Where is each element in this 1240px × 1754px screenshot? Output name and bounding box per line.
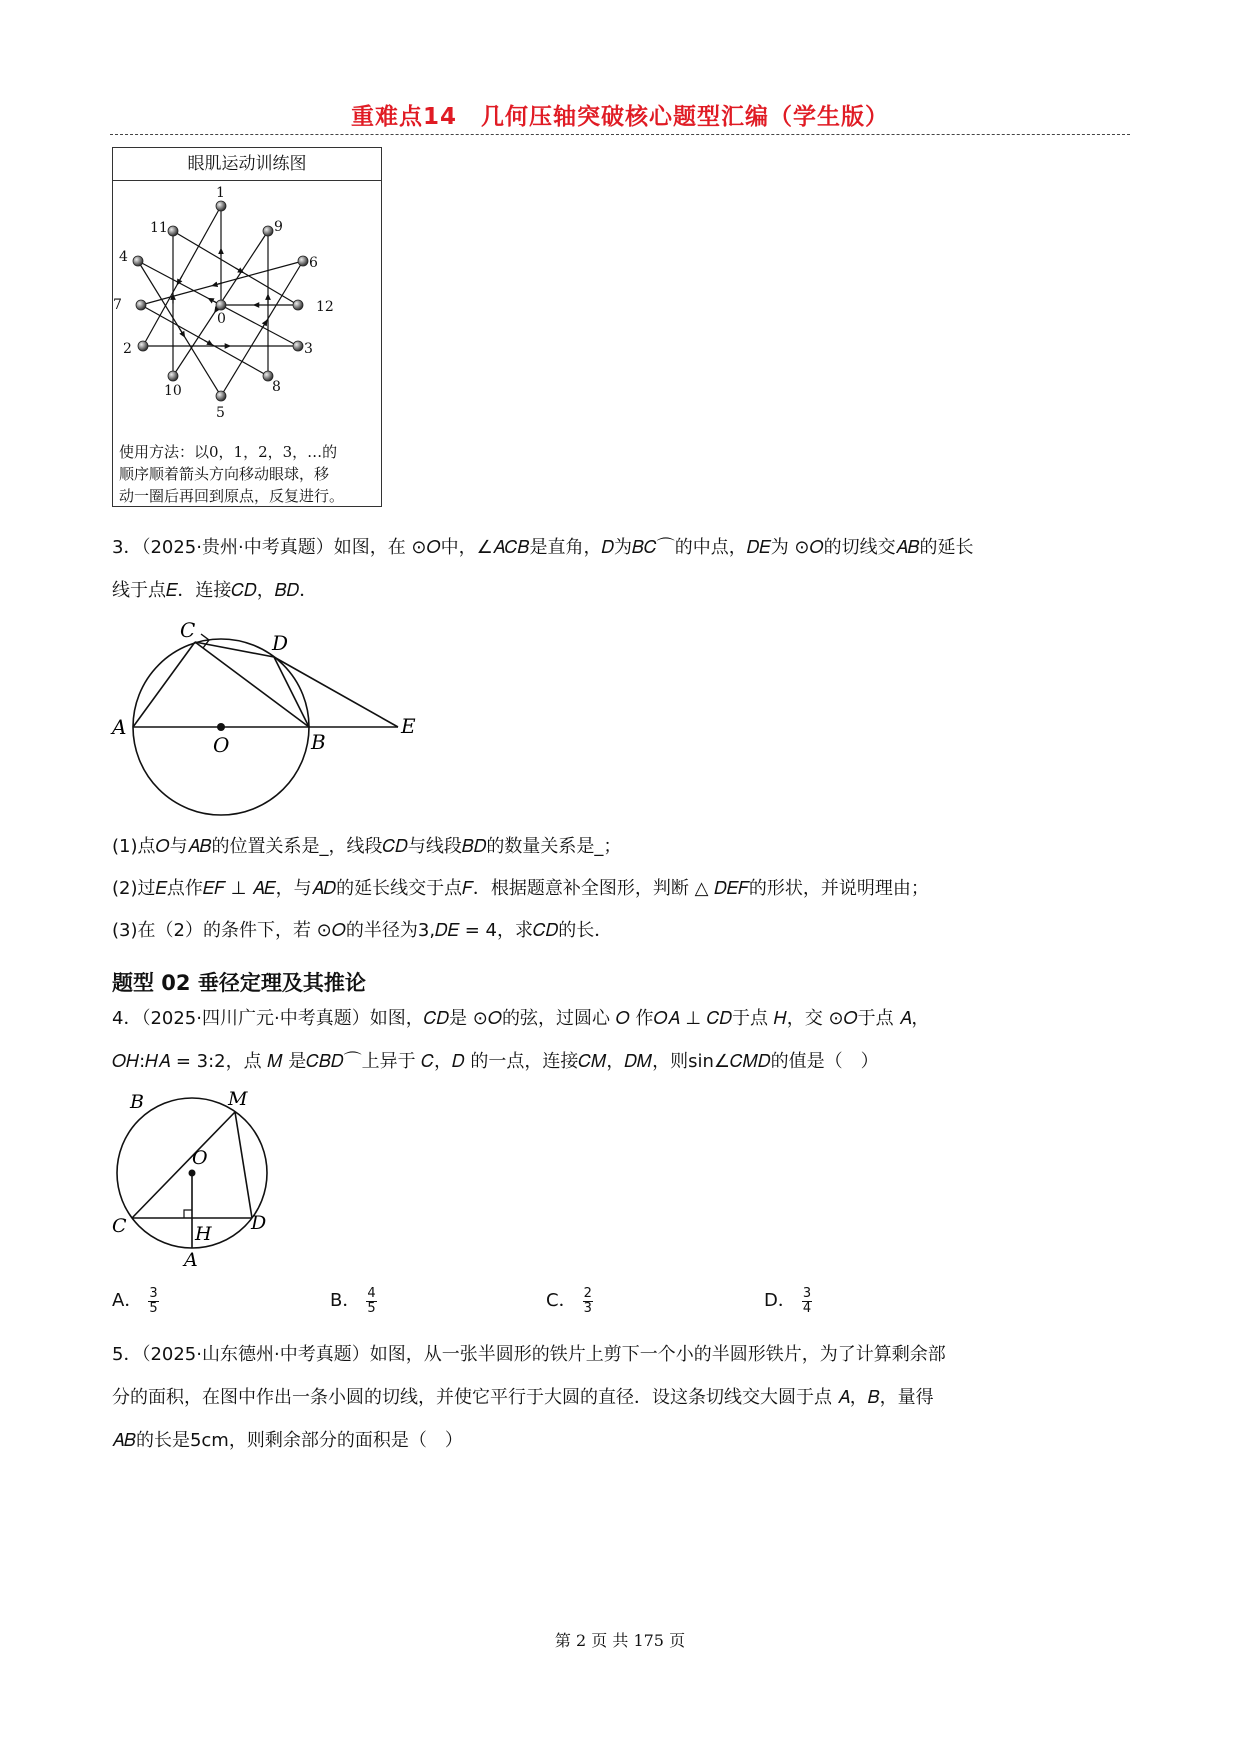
eye-point-label: 12 xyxy=(316,299,334,315)
eye-ball-point xyxy=(133,256,143,266)
page-title: 重难点14 几何压轴突破核心题型汇编（学生版） xyxy=(350,104,889,130)
q4-stem-line2: 𝑂𝐻:𝐻𝐴 = 3:2，点 𝑀 是𝐶𝐵𝐷⌒上异于 𝐶，𝐷 的一点，连接𝐶𝑀，𝐷𝑀，则sin∠𝐶𝑀𝐷的值是（ ） xyxy=(112,1051,879,1072)
fraction-numerator: 2 xyxy=(583,1285,592,1301)
eye-path-arrow xyxy=(180,329,184,336)
eye-training-diagram xyxy=(113,181,381,441)
option-letter: A． xyxy=(112,1290,143,1311)
fraction-numerator: 4 xyxy=(367,1285,376,1301)
option-letter: B． xyxy=(330,1290,361,1311)
option-fraction xyxy=(583,1287,593,1316)
eye-ball-point xyxy=(293,341,303,351)
eye-path-arrow xyxy=(205,341,211,345)
fraction-numerator: 3 xyxy=(149,1285,158,1301)
eye-ball-point xyxy=(216,201,226,211)
option-letter: C． xyxy=(546,1290,577,1311)
eye-ball-point xyxy=(216,391,226,401)
eye-point-label: 8 xyxy=(272,379,281,395)
q4-figure xyxy=(108,1085,288,1270)
eye-ball-point xyxy=(216,300,226,310)
q3-label-o: O xyxy=(213,733,230,757)
eye-path-arrow xyxy=(236,268,242,272)
section-heading: 题型 02 垂径定理及其推论 xyxy=(112,971,366,995)
eye-point-label: 6 xyxy=(309,255,318,271)
eye-point-label: 4 xyxy=(119,249,128,265)
eye-ball-point xyxy=(263,226,273,236)
option-fraction xyxy=(148,1287,158,1316)
eye-point-label: 0 xyxy=(217,311,226,327)
fraction-numerator: 3 xyxy=(802,1285,812,1301)
q4-label-o: O xyxy=(192,1147,208,1169)
q5-stem-line2: 分的面积，在图中作出一条小圆的切线，并使它平行于大圆的直径．设这条切线交大圆于点 𝐴，𝐵，量得 xyxy=(112,1387,934,1408)
q4-label-h: H xyxy=(195,1223,212,1245)
q4-option-d[interactable] xyxy=(764,1286,812,1316)
eye-ball-point xyxy=(298,256,308,266)
usage-line: 动一圈后再回到原点，反复进行。 xyxy=(119,487,345,505)
eye-training-figure xyxy=(112,147,382,507)
q3-stem-line2: 线于点𝐸．连接𝐶𝐷，𝐵𝐷． xyxy=(112,580,318,601)
usage-line: 顺序顺着箭头方向移动眼球，移 xyxy=(119,465,330,483)
eye-ball-point xyxy=(168,371,178,381)
usage-line: 使用方法：以0，1，2，3，…的 xyxy=(119,443,338,461)
q4-label-a: A xyxy=(184,1249,198,1270)
q3-label-d: D xyxy=(272,631,289,655)
header-divider xyxy=(110,134,1130,135)
fraction-denominator: 4 xyxy=(802,1300,812,1316)
q4-option-b[interactable] xyxy=(330,1286,377,1316)
figure-caption: 眼肌运动训练图 xyxy=(113,148,381,181)
eye-point-label: 5 xyxy=(216,405,225,421)
q3-label-a: A xyxy=(112,715,127,739)
eye-point-label: 2 xyxy=(123,341,132,357)
q3-label-e: E xyxy=(401,714,416,738)
q5-stem-line3: 𝐴𝐵的长是5cm，则剩余部分的面积是（ ） xyxy=(112,1430,463,1451)
eye-point-label: 7 xyxy=(113,297,122,313)
eye-ball-point xyxy=(168,226,178,236)
q4-label-b: B xyxy=(130,1091,144,1113)
fraction-denominator: 5 xyxy=(367,1300,376,1316)
q3-sub1: (1)点𝑂与𝐴𝐵的位置关系是_，线段𝐶𝐷与线段𝐵𝐷的数量关系是_； xyxy=(112,836,622,857)
q5-stem-line1: 5．（2025·山东德州·中考真题）如图，从一张半圆形的铁片上剪下一个小的半圆形铁片，为了计算剩余部 xyxy=(112,1344,946,1365)
q4-stem-line1: 4．（2025·四川广元·中考真题）如图，𝐶𝐷是 ⊙𝑂的弦，过圆心 𝑂 作𝑂𝐴 ⊥ 𝐶𝐷于点 𝐻，交 ⊙𝑂于点 𝐴， xyxy=(112,1008,930,1029)
q3-figure xyxy=(108,615,428,820)
q3-sub3: (3)在（2）的条件下，若 ⊙𝑂的半径为3,𝐷𝐸 = 4，求𝐶𝐷的长． xyxy=(112,920,613,941)
fraction-denominator: 5 xyxy=(149,1300,158,1316)
q4-option-c[interactable] xyxy=(546,1286,593,1316)
option-fraction xyxy=(802,1287,812,1316)
q3-label-b: B xyxy=(311,730,326,754)
eye-point-label: 3 xyxy=(304,341,313,357)
q3-sub2: (2)过𝐸点作𝐸𝐹 ⊥ 𝐴𝐸，与𝐴𝐷的延长线交于点𝐹．根据题意补全图形，判断 △ 𝐷𝐸𝐹的形状，并说明理由； xyxy=(112,878,929,899)
eye-point-label: 11 xyxy=(150,220,168,236)
q3-label-c: C xyxy=(180,618,196,642)
eye-ball-point xyxy=(138,341,148,351)
fraction-denominator: 3 xyxy=(583,1300,592,1316)
usage-instructions xyxy=(119,441,375,507)
eye-ball-point xyxy=(136,300,146,310)
eye-point-label: 1 xyxy=(216,185,225,201)
option-letter: D． xyxy=(764,1290,796,1311)
q4-label-m: M xyxy=(228,1088,248,1110)
eye-point-label: 9 xyxy=(274,219,283,235)
eye-ball-point xyxy=(293,300,303,310)
q4-label-c: C xyxy=(112,1215,127,1237)
q4-label-d: D xyxy=(251,1212,267,1234)
option-fraction xyxy=(366,1287,376,1316)
q3-stem-line1: 3．（2025·贵州·中考真题）如图，在 ⊙𝑂中，∠𝐴𝐶𝐵是直角，𝐷为𝐵𝐶⌒的中点，𝐷𝐸为 ⊙𝑂的切线交𝐴𝐵的延长 xyxy=(112,537,974,558)
page-number: 第 2 页 共 175 页 xyxy=(554,1631,686,1650)
q4-option-a[interactable] xyxy=(112,1286,159,1316)
eye-point-label: 10 xyxy=(164,383,182,399)
